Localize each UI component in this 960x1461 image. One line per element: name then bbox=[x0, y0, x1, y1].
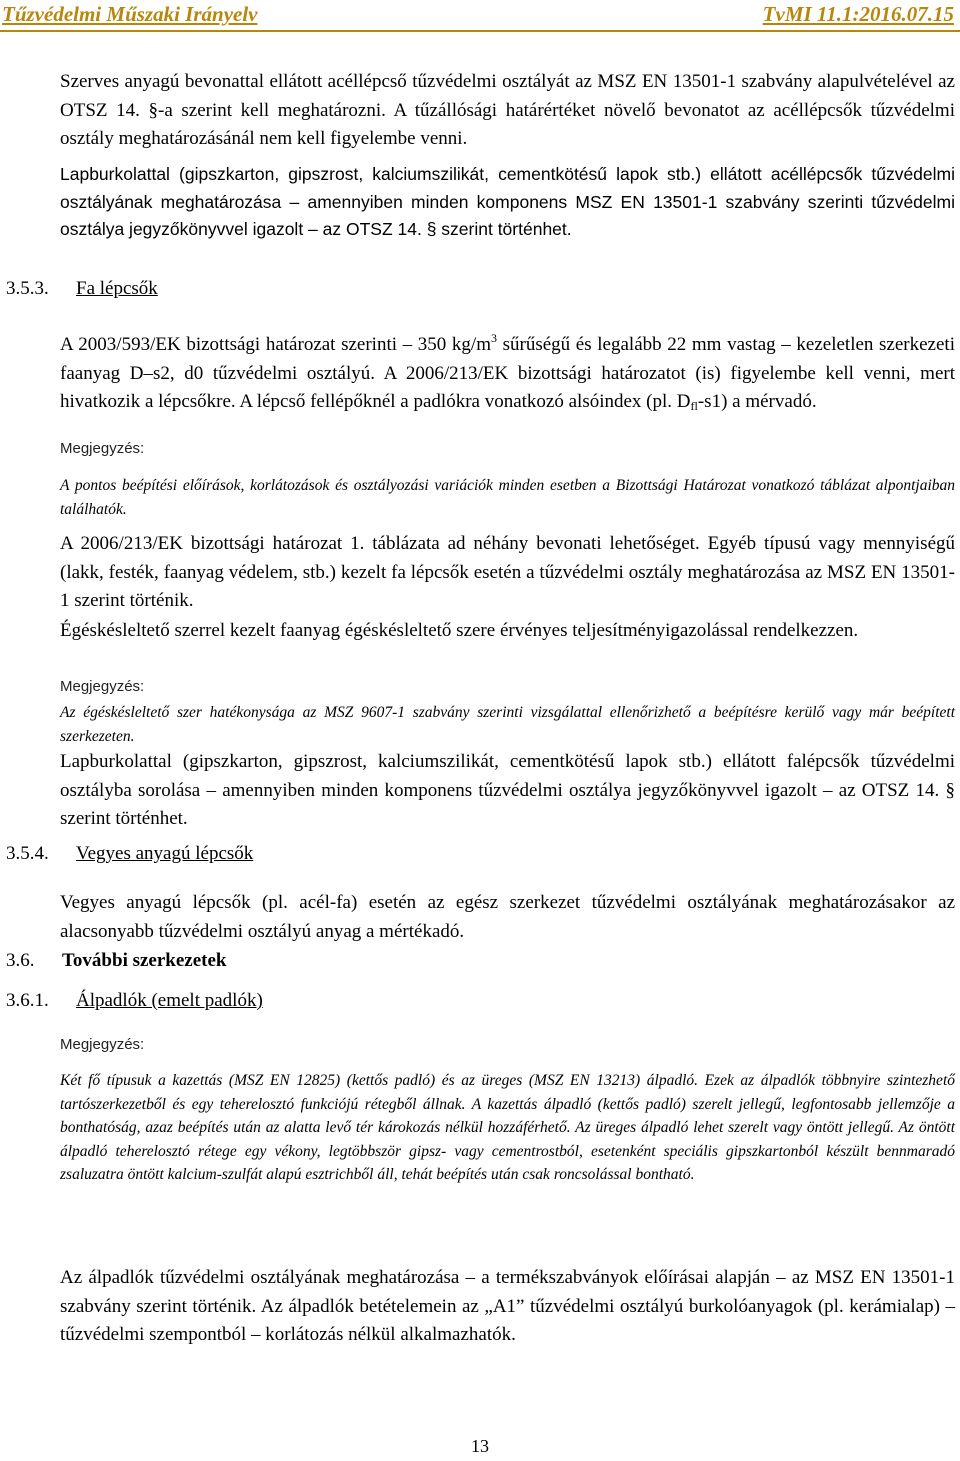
subscript: fl bbox=[690, 399, 698, 413]
heading-number: 3.5.4. bbox=[6, 843, 49, 864]
paragraph-lined-steel-stairs: Lapburkolattal (gipszkarton, gipszrost, kalciumszilikát, cementkötésű lapok stb.) ellátott acéllépcsők tűzvédelmi osztályának meghatározása – amennyiben minden komponens MSZ EN 13501-1 szabvány szerinti tűzvédelmi osztálya jegyzőkönyvvel igazolt – az OTSZ 14. § szerint történhet. bbox=[60, 164, 955, 239]
note-label: Megjegyzés: bbox=[60, 1036, 145, 1053]
heading-number: 3.6. bbox=[6, 950, 35, 971]
heading-3-6 bbox=[6, 950, 226, 972]
heading-3-5-3 bbox=[6, 278, 158, 300]
header-rule bbox=[0, 30, 960, 32]
heading-3-6-1 bbox=[6, 990, 263, 1012]
note-retardant-effectiveness: Az égéskésleltető szer hatékonysága az MSZ 9607-1 szabvány szerinti vizsgálattal ellenőrizhető a beépítésre kerülő vagy már beépített szerkezeten. bbox=[60, 704, 955, 745]
note-label: Megjegyzés: bbox=[60, 678, 145, 695]
header-document-code: TvMI 11.1:2016.07.15 bbox=[762, 2, 954, 26]
paragraph-mixed-stairs: Vegyes anyagú lépcsők (pl. acél-fa) esetén az egész szerkezet tűzvédelmi osztályának meghatározásakor az alacsonyabb tűzvédelmi osztályú anyag a mértékadó. bbox=[60, 892, 955, 942]
paragraph-wood-stairs-class: A 2003/593/EK bizottsági határozat szerinti – 350 $kg/m^3$ sűrűségű és legalább 22 mm vastag – kezeletlen szerkezeti faanyag D–s2, d0 tűzvédelmi osztályú. A 2006/213/EK bizottsági határozatot (is) figyelembe kell venni, mert hivatkozik a lépcsőkre. A lépcső fellépőknél a padlókra vonatkozó alsóindex (pl. $D_{fl}-s1$) a mérvadó. bbox=[60, 331, 955, 413]
heading-title: Vegyes anyagú lépcsők bbox=[76, 843, 254, 864]
superscript: 3 bbox=[490, 331, 497, 345]
page-body bbox=[0, 36, 960, 1456]
page-number: 13 bbox=[471, 1436, 489, 1456]
heading-3-5-4 bbox=[6, 843, 253, 865]
paragraph-fire-retardant: Égéskésleltető szerrel kezelt faanyag égéskésleltető szere érvényes teljesítményigazolással rendelkezzen. bbox=[60, 620, 859, 641]
heading-number: 3.5.3. bbox=[6, 278, 49, 299]
paragraph-coating-options: A 2006/213/EK bizottsági határozat 1. táblázata ad néhány bevonati lehetőséget. Egyéb típusú vagy mennyiségű (lakk, festék, faanyag védelem, stb.) kezelt fa lépcsők esetén a tűzvédelmi osztály meghatározása az MSZ EN 13501-1 szerint történik. bbox=[60, 533, 955, 611]
heading-title: Álpadlók (emelt padlók) bbox=[76, 990, 263, 1011]
heading-number: 3.6.1. bbox=[6, 990, 49, 1011]
heading-title: További szerkezetek bbox=[62, 950, 227, 971]
page-header bbox=[0, 0, 960, 30]
note-decision-tables: A pontos beépítési előírások, korlátozások és osztályozási variációk minden esetben a Bizottsági Határozat vonatkozó táblázat alpontjaiban találhatók. bbox=[60, 477, 955, 518]
header-document-title: Tűzvédelmi Műszaki Irányelv bbox=[2, 2, 258, 26]
heading-title: Fa lépcsők bbox=[76, 278, 158, 299]
paragraph-raised-floor-class: Az álpadlók tűzvédelmi osztályának meghatározása – a termékszabványok előírásai alapján – az MSZ EN 13501-1 szabvány szerint történik. Az álpadlók betételemein az „A1” tűzvédelmi osztályú burkolóanyagok (pl. kerámialap) – tűzvédelmi szempontból – korlátozás nélkül alkalmazhatók. bbox=[60, 1267, 955, 1345]
note-label: Megjegyzés: bbox=[60, 440, 145, 457]
paragraph-lined-wood-stairs: Lapburkolattal (gipszkarton, gipszrost, kalciumszilikát, cementkötésű lapok stb.) ellátott falépcsők tűzvédelmi osztályba sorolása – amennyiben minden komponens tűzvédelmi osztálya jegyzőkönyvvel igazolt – az OTSZ 14. § szerint történhet. bbox=[60, 751, 955, 829]
paragraph-coated-steel-stairs: Szerves anyagú bevonattal ellátott acéllépcső tűzvédelmi osztályát az MSZ EN 13501-1 szabvány alapulvételével az OTSZ 14. §-a szerint kell meghatározni. A tűzállósági határértéket növelő bevonatot az acéllépcsők tűzvédelmi osztály meghatározásánál nem kell figyelembe venni. bbox=[60, 71, 955, 149]
note-raised-floor-types: Két fő típusuk a kazettás (MSZ EN 12825) (kettős padló) és az üreges (MSZ EN 13213) álpadló. Ezek az álpadlók többnyire szintezhető tartószerkezetből és egy teherelosztó funkciójú rétegből állnak. A kazettás álpadló (kettős padló) szerelt jellegű, legfontosabb jellemzője a bonthatóság, azaz beépítés után az alatta levő tér károkozás nélkül hozzáférhető. Az üreges álpadló lehet szerelt vagy öntött jellegű. Az öntött álpadló teherelosztó rétege egy vékony, legtöbbször gipsz- vagy cementrostból, esetenként speciális gipszkartonból készült bennmaradó zsaluzatra öntött kalcium-szulfát alapú esztrichből áll, tehát beépítés után csak roncsolással bontható. bbox=[60, 1072, 955, 1183]
